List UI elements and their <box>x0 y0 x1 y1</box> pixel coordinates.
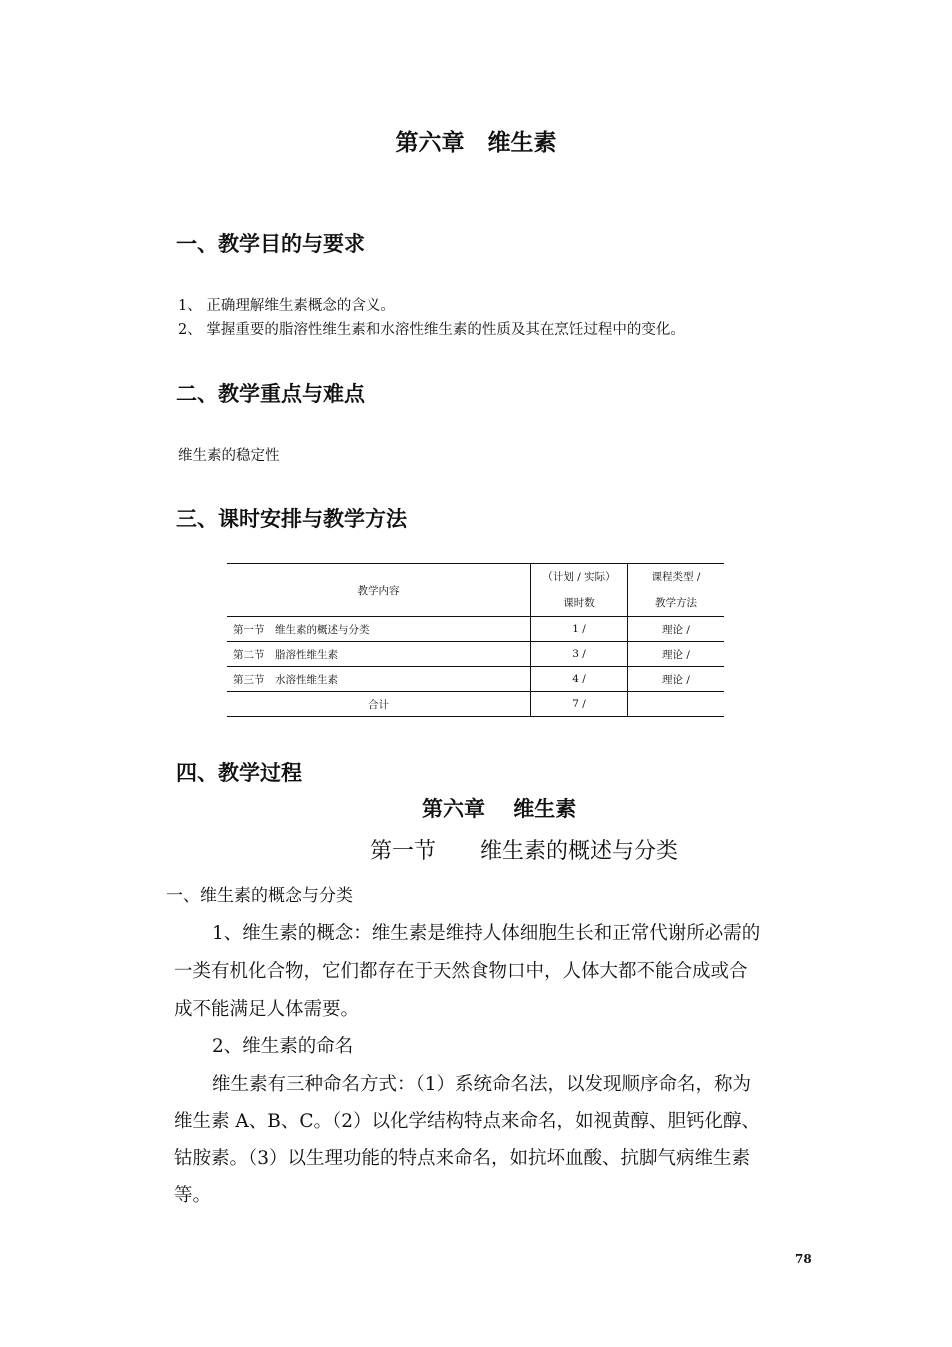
table-row <box>227 667 724 692</box>
body-line-8: 等。 <box>174 1185 212 1206</box>
page-number: 78 <box>795 1252 812 1266</box>
total-hours: 7 / <box>531 692 628 717</box>
header-type-line1: 课程类型 / <box>651 571 701 583</box>
header-type-line2: 教学方法 <box>655 597 697 609</box>
section-heading-schedule: 三、课时安排与教学方法 <box>176 507 407 531</box>
row-hours: 1 / <box>531 617 628 642</box>
section-heading-key-points: 二、教学重点与难点 <box>176 382 365 406</box>
table-header-row <box>227 564 724 617</box>
row-hours: 4 / <box>531 667 628 692</box>
header-content: 教学内容 <box>227 564 531 617</box>
body-line-5: 维生素有三种命名方式：（1）系统命名法，以发现顺序命名，称为 <box>212 1074 752 1095</box>
total-label: 合计 <box>227 692 531 717</box>
row-type: 理论 / <box>628 667 725 692</box>
body-line-2: 一类有机化合物，它们都存在于天然食物口中，人体大都不能合成或合 <box>174 961 748 982</box>
chapter-title: 第六章 维生素 <box>395 130 557 156</box>
table-row <box>227 642 724 667</box>
total-type <box>628 692 725 717</box>
section-heading-objectives: 一、教学目的与要求 <box>176 232 365 256</box>
header-hours-line1: （计划 / 实际） <box>542 571 616 583</box>
table-row <box>227 617 724 642</box>
key-point-text: 维生素的稳定性 <box>178 448 280 464</box>
header-hours-line2: 课时数 <box>563 597 595 609</box>
body-line-6: 维生素 A、B、C。（2）以化学结构特点来命名，如视黄醇、胆钙化醇、 <box>174 1111 761 1132</box>
process-subheading: 一、维生素的概念与分类 <box>166 886 353 906</box>
section-heading-process: 四、教学过程 <box>176 761 302 785</box>
process-section-title: 第一节 维生素的概述与分类 <box>370 839 679 864</box>
objective-item-1: 1、 正确理解维生素概念的含义。 <box>178 298 395 314</box>
body-line-7: 钴胺素。（3）以生理功能的特点来命名，如抗坏血酸、抗脚气病维生素 <box>174 1148 751 1169</box>
row-content: 第二节 脂溶性维生素 <box>227 642 531 667</box>
header-hours <box>531 564 628 617</box>
row-type: 理论 / <box>628 617 725 642</box>
objective-item-2: 2、 掌握重要的脂溶性维生素和水溶性维生素的性质及其在烹饪过程中的变化。 <box>178 322 685 338</box>
schedule-table <box>227 563 724 717</box>
table-total-row <box>227 692 724 717</box>
row-type: 理论 / <box>628 642 725 667</box>
body-line-1: 1、维生素的概念：维生素是维持人体细胞生长和正常代谢所必需的 <box>212 923 761 944</box>
body-line-3: 成不能满足人体需要。 <box>174 999 360 1020</box>
row-content: 第三节 水溶性维生素 <box>227 667 531 692</box>
header-type <box>628 564 725 617</box>
row-hours: 3 / <box>531 642 628 667</box>
body-line-4: 2、维生素的命名 <box>212 1036 354 1057</box>
process-chapter-title: 第六章 维生素 <box>422 797 577 821</box>
row-content: 第一节 维生素的概述与分类 <box>227 617 531 642</box>
